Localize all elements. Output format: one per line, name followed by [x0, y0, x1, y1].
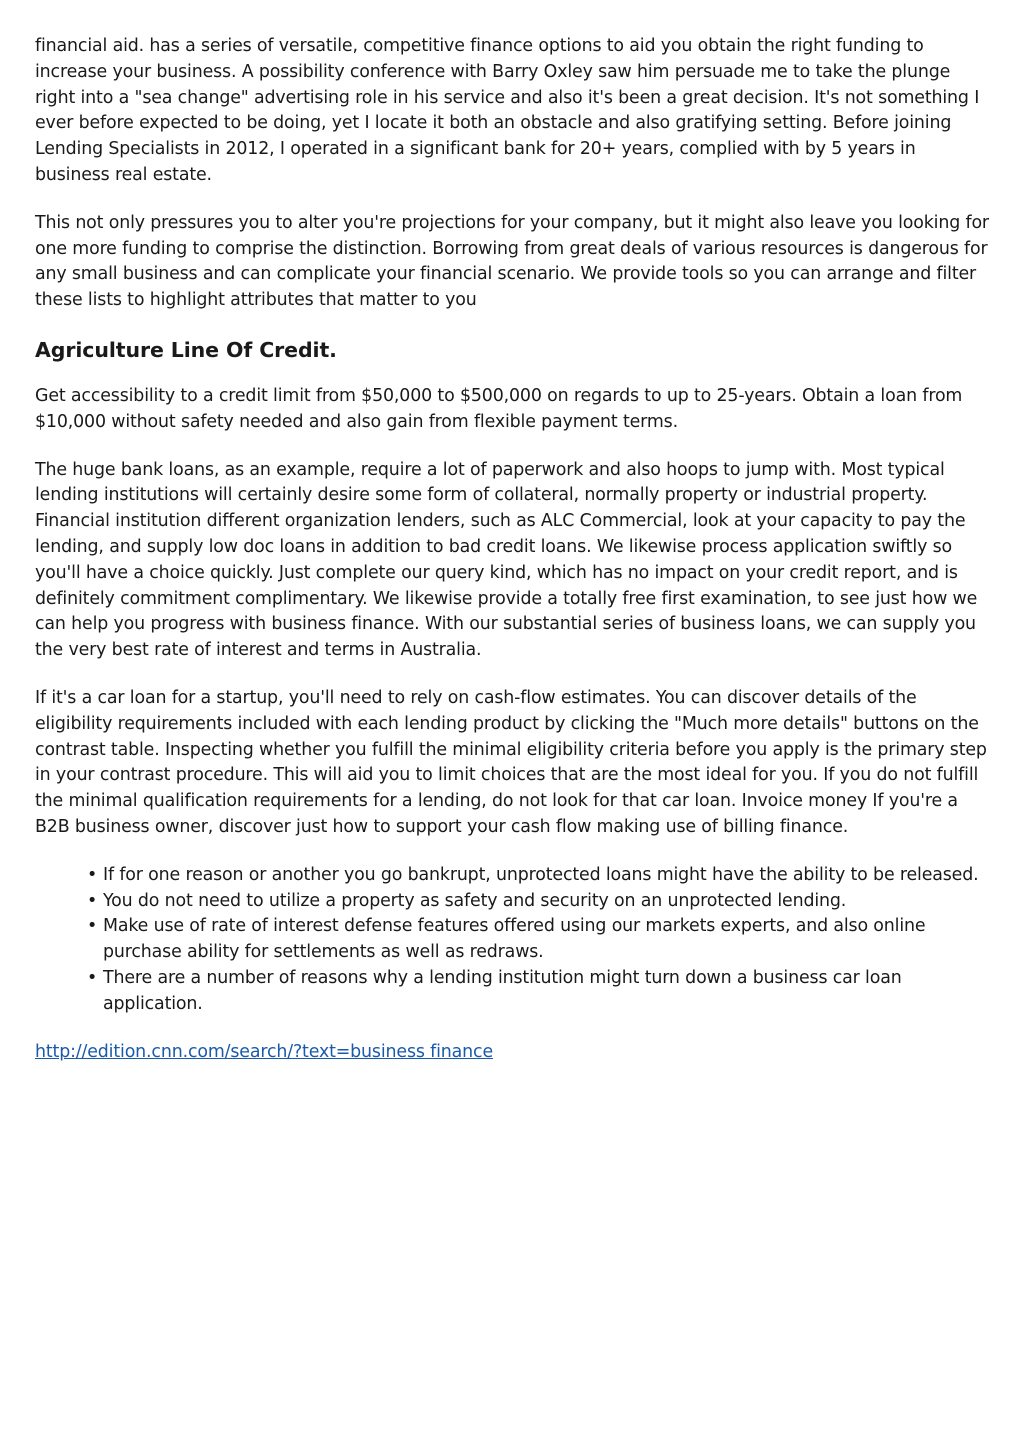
paragraph-projections: This not only pressures you to alter you're projections for your company, but it might also leave you looking for one more funding to comprise the distinction. Borrowing from great deals of various resources is dangerous for any small business and can complicate your financial scenario. We provide tools so you can arrange and filter these lists to highlight attributes that matter to you — [35, 212, 989, 311]
bullet-list — [35, 863, 990, 1018]
paragraph-startup-loans: If it's a car loan for a startup, you'll need to rely on cash-flow estimates. You can discover details of the eligibility requirements included with each lending product by clicking the "Much more details" buttons on the contrast table. Inspecting whether you fulfill the minimal eligibility criteria before you apply is the primary step in your contrast procedure. This will aid you to limit choices that are the most ideal for you. If you do not fulfill the minimal qualification requirements for a lending, do not look for that car loan. Invoice money If you're a B2B business owner, discover just how to support your cash flow making use of billing finance. — [35, 687, 987, 837]
list-item: • If for one reason or another you go bankrupt, unprotected loans might have the ability to be released. — [103, 863, 990, 889]
paragraph-bank-loans: The huge bank loans, as an example, require a lot of paperwork and also hoops to jump with. Most typical lending institutions will certainly desire some form of collateral, normally property or industrial property. Financial institution different organization lenders, such as ALC Commercial, look at your capacity to pay the lending, and supply low doc loans in addition to bad credit loans. We likewise process application swiftly so you'll have a choice quickly. Just complete our query kind, which has no impact on your credit report, and is definitely commitment complimentary. We likewise provide a totally free first examination, to see just how we can help you progress with business finance. With our substantial series of business loans, we can supply you the very best rate of interest and terms in Australia. — [35, 459, 978, 661]
reference-link[interactable]: http://edition.cnn.com/search/?text=business finance — [35, 1041, 494, 1062]
list-item: • Make use of rate of interest defense features offered using our markets experts, and also online purchase ability for settlements as well as redraws. — [103, 914, 990, 966]
paragraph-credit-limit: Get accessibility to a credit limit from $50,000 to $500,000 on regards to up to 25-years. Obtain a loan from $10,000 without safety needed and also gain from flexible payment terms. — [35, 385, 963, 432]
paragraph-intro: financial aid. has a series of versatile, competitive finance options to aid you obtain the right funding to increase your business. A possibility conference with Barry Oxley saw him persuade me to take the plunge right into a "sea change" advertising role in his service and also it's been a great decision. It's not something I ever before expected to be doing, yet I locate it both an obstacle and also gratifying setting. Before joining Lending Specialists in 2012, I operated in a significant bank for 20+ years, complied with by 5 years in business real estate. — [35, 36, 980, 185]
list-item: • You do not need to utilize a property as safety and security on an unprotected lending. — [103, 889, 990, 915]
document-page — [35, 34, 990, 1065]
section-heading: Agriculture Line Of Credit. — [35, 337, 337, 362]
list-item: • There are a number of reasons why a lending institution might turn down a business car loan application. — [103, 966, 990, 1018]
